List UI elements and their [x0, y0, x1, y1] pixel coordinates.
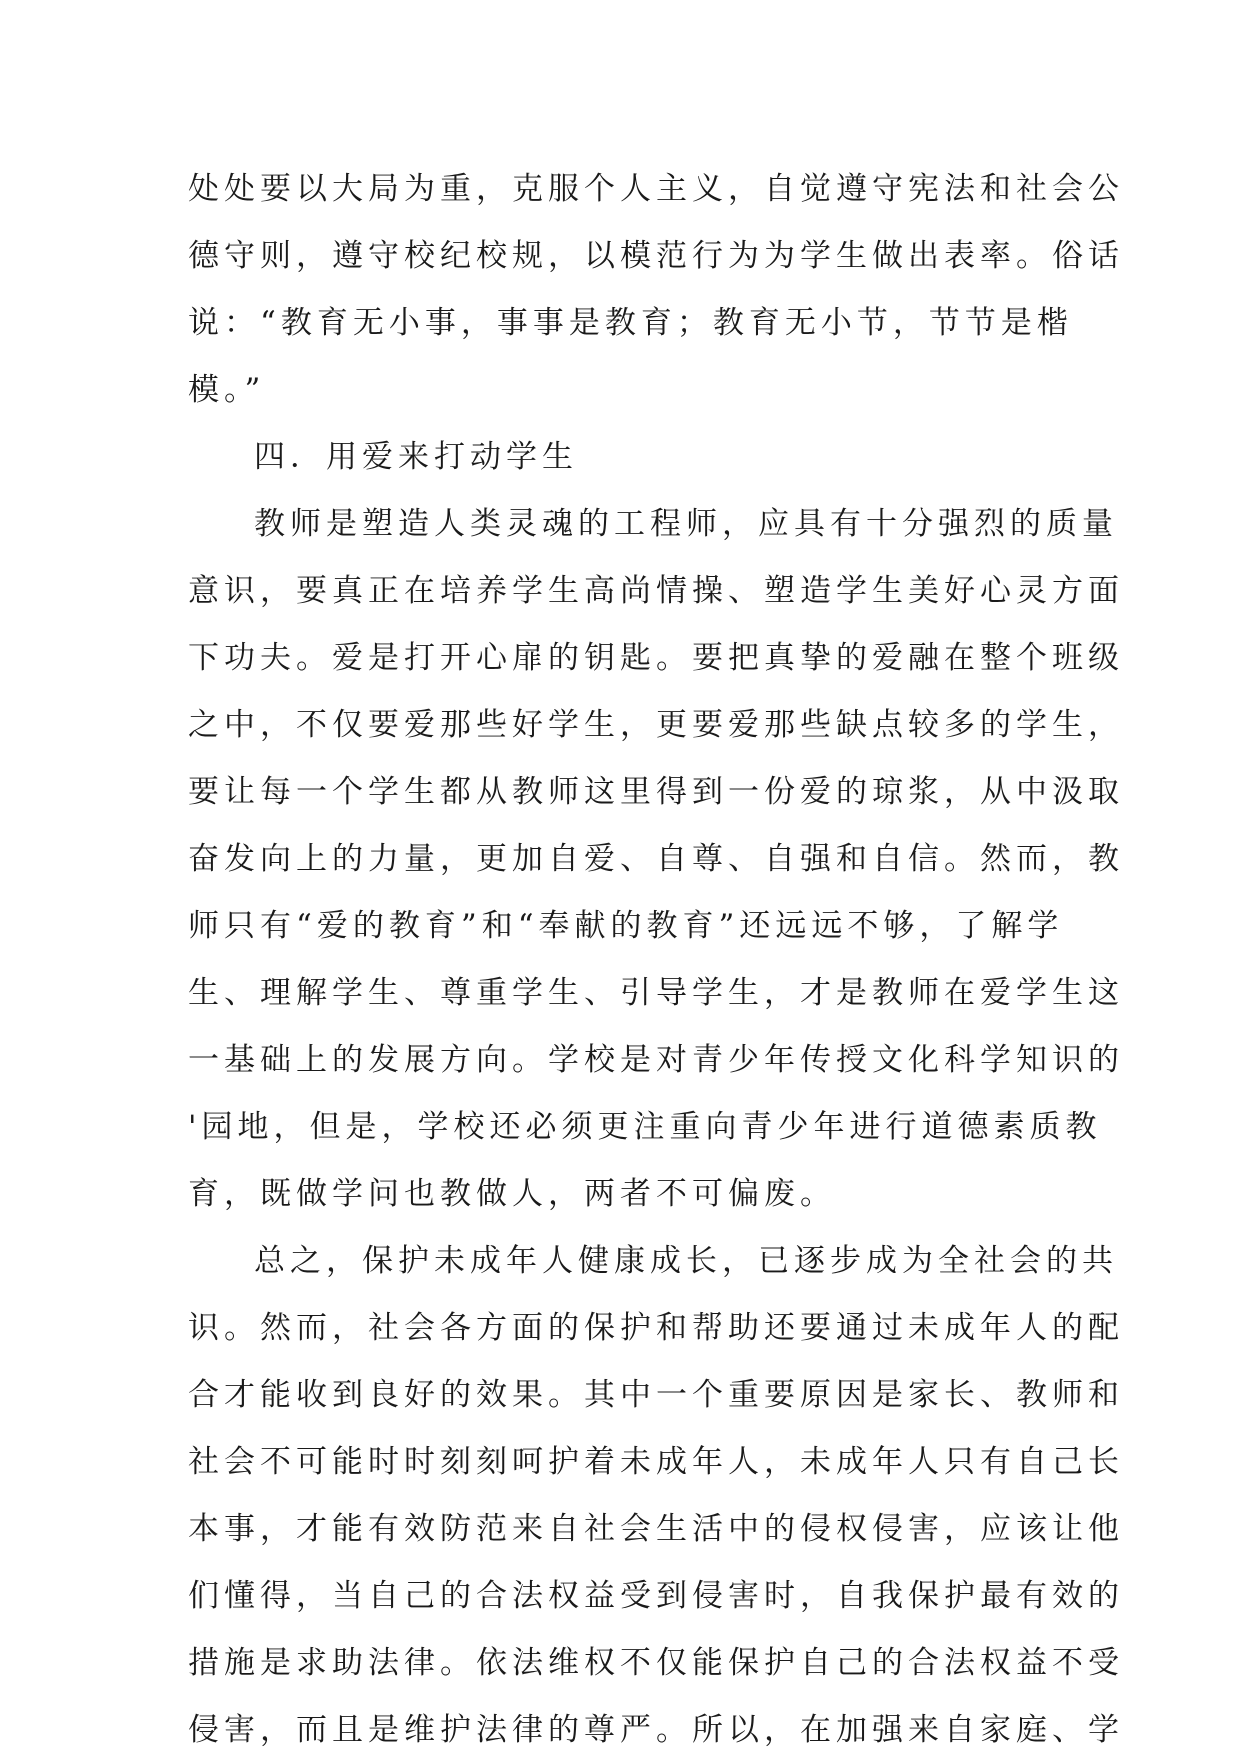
- text-line: 生、理解学生、尊重学生、引导学生，才是教师在爱学生这: [188, 975, 1124, 1011]
- text-line: 之中，不仅要爱那些好学生，更要爱那些缺点较多的学生，: [188, 707, 1124, 743]
- section-heading: 四．用爱来打动学生: [254, 439, 578, 475]
- text-line: 一基础上的发展方向。学校是对青少年传授文化科学知识的: [188, 1042, 1124, 1078]
- text-line: 奋发向上的力量，更加自爱、自尊、自强和自信。然而，教: [188, 841, 1124, 877]
- text-line: 要让每一个学生都从教师这里得到一份爱的琼浆，从中汲取: [188, 774, 1124, 810]
- text-line: 总之，保护未成年人健康成长，已逐步成为全社会的共: [254, 1243, 1118, 1279]
- text-line: 教师是塑造人类灵魂的工程师，应具有十分强烈的质量: [254, 506, 1118, 542]
- text-line: 模。”: [188, 372, 266, 408]
- text-line: 社会不可能时时刻刻呵护着未成年人，未成年人只有自己长: [188, 1444, 1124, 1480]
- text-line: 们懂得，当自己的合法权益受到侵害时，自我保护最有效的: [188, 1578, 1124, 1614]
- text-line: 师只有“爱的教育”和“奉献的教育”还远远不够，了解学: [188, 908, 1064, 944]
- text-line: 德守则，遵守校纪校规，以模范行为为学生做出表率。俗话: [188, 238, 1124, 274]
- text-line: '园地，但是，学校还必须更注重向青少年进行道德素质教: [188, 1109, 1102, 1145]
- text-line: 侵害，而且是维护法律的尊严。所以，在加强来自家庭、学: [188, 1712, 1124, 1748]
- text-line: 识。然而，社会各方面的保护和帮助还要通过未成年人的配: [188, 1310, 1124, 1346]
- text-line: 说：“教育无小事，事事是教育；教育无小节，节节是楷: [188, 305, 1073, 341]
- text-line: 措施是求助法律。依法维权不仅能保护自己的合法权益不受: [188, 1645, 1124, 1681]
- body-text: [188, 156, 1124, 1764]
- text-line: 意识，要真正在培养学生高尚情操、塑造学生美好心灵方面: [188, 573, 1124, 609]
- text-line: 合才能收到良好的效果。其中一个重要原因是家长、教师和: [188, 1377, 1124, 1413]
- text-line: 育，既做学问也教做人，两者不可偏废。: [188, 1176, 836, 1212]
- text-line: 本事，才能有效防范来自社会生活中的侵权侵害，应该让他: [188, 1511, 1124, 1547]
- text-line: 处处要以大局为重，克服个人主义，自觉遵守宪法和社会公: [188, 171, 1124, 207]
- text-line: 下功夫。爱是打开心扉的钥匙。要把真挚的爱融在整个班级: [188, 640, 1124, 676]
